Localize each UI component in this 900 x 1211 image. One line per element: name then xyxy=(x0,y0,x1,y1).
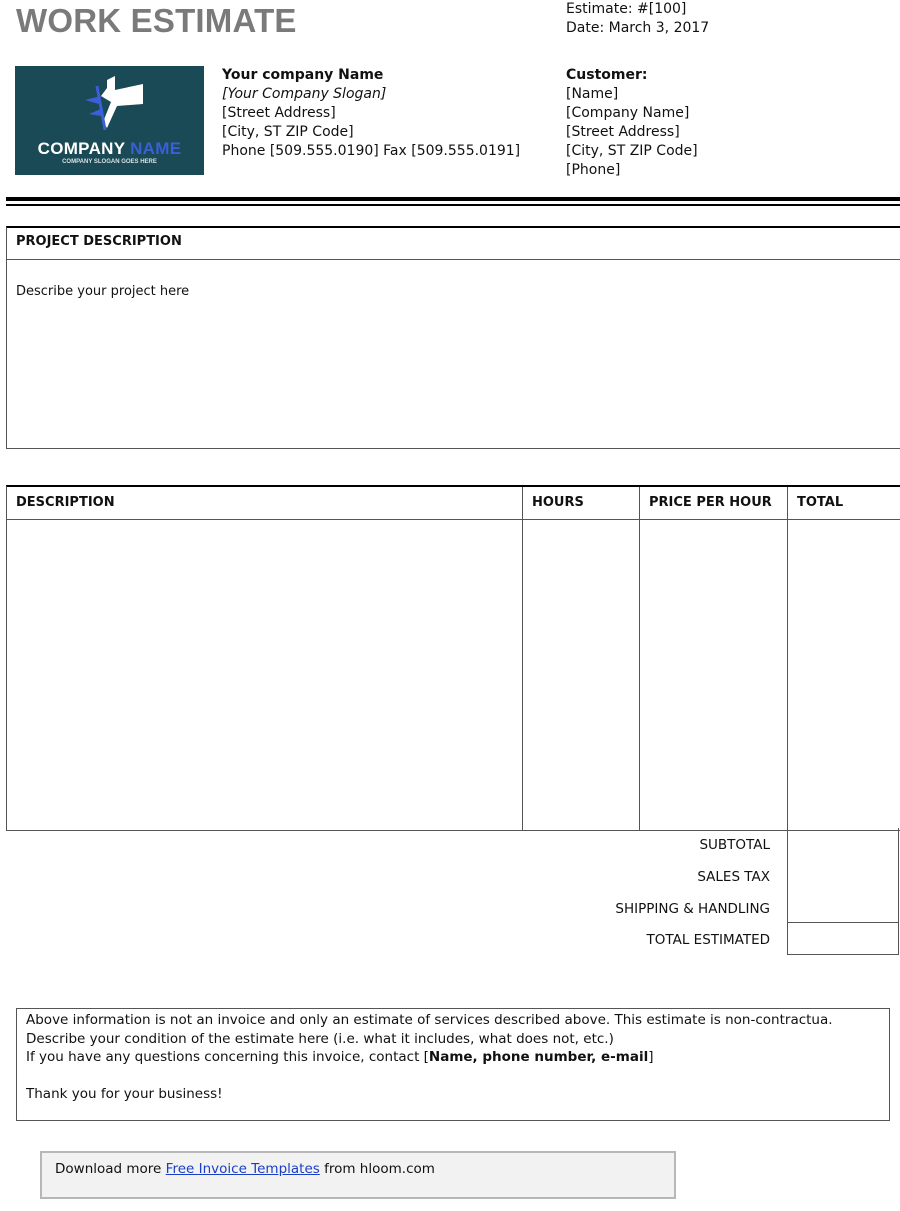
footer-prefix: Download more xyxy=(55,1161,166,1177)
total-estimated-label: TOTAL ESTIMATED xyxy=(646,932,770,948)
logo-wordmark xyxy=(15,139,204,159)
subtotal-label: SUBTOTAL xyxy=(699,837,770,853)
customer-phone: [Phone] xyxy=(566,162,621,178)
column-divider xyxy=(787,487,788,830)
logo-slogan: COMPANY SLOGAN GOES HERE xyxy=(62,159,157,165)
company-phone-fax: Phone [509.555.0190] Fax [509.555.0191] xyxy=(222,143,521,159)
items-table-header xyxy=(7,487,900,520)
company-slogan: [Your Company Slogan] xyxy=(222,86,387,102)
project-description-text[interactable]: Describe your project here xyxy=(16,284,190,299)
sales-tax-label: SALES TAX xyxy=(697,869,770,885)
company-info xyxy=(222,66,520,161)
column-divider xyxy=(639,487,640,830)
footer-banner xyxy=(40,1151,676,1199)
document-title: WORK ESTIMATE xyxy=(16,2,297,39)
customer-street: [Street Address] xyxy=(566,124,680,140)
customer-name: [Name] xyxy=(566,86,619,102)
column-divider xyxy=(522,487,523,830)
logo-word-company: COMPANY xyxy=(37,139,126,158)
totals-divider xyxy=(788,922,898,923)
notes-line-disclaimer: Above information is not an invoice and only an estimate of services described above. This estimate is non-contractua. xyxy=(26,1012,833,1028)
items-table xyxy=(6,485,900,831)
customer-label: Customer: xyxy=(566,67,648,83)
contact-prefix: If you have any questions concerning this invoice, contact [ xyxy=(26,1049,429,1065)
customer-info xyxy=(566,66,698,180)
column-header-total: TOTAL xyxy=(797,495,844,510)
company-street: [Street Address] xyxy=(222,105,336,121)
contact-suffix: ] xyxy=(648,1049,654,1065)
contact-details: Name, phone number, e-mail xyxy=(428,1049,649,1065)
estimate-date: Date: March 3, 2017 xyxy=(566,20,710,36)
notes-spacer xyxy=(26,1067,889,1086)
estimate-number: Estimate: #[100] xyxy=(566,1,687,17)
shipping-label: SHIPPING & HANDLING xyxy=(615,901,770,917)
project-description-box xyxy=(6,226,900,449)
column-header-hours: HOURS xyxy=(532,495,584,510)
footer-suffix: from hloom.com xyxy=(319,1161,435,1177)
column-header-description: DESCRIPTION xyxy=(16,495,115,510)
header-divider-thick xyxy=(6,197,900,201)
company-city: [City, ST ZIP Code] xyxy=(222,124,354,140)
customer-city: [City, ST ZIP Code] xyxy=(566,143,698,159)
notes-line-contact xyxy=(26,1048,889,1067)
company-name: Your company Name xyxy=(222,67,384,83)
company-logo xyxy=(15,66,204,175)
customer-company: [Company Name] xyxy=(566,105,690,121)
header-divider-thin xyxy=(6,204,900,206)
logo-word-name: NAME xyxy=(130,139,182,158)
notes-line-conditions: Describe your condition of the estimate here (i.e. what it includes, what does not, etc.) xyxy=(26,1030,614,1047)
project-description-heading: PROJECT DESCRIPTION xyxy=(7,228,900,260)
notes-thanks: Thank you for your business! xyxy=(26,1086,223,1102)
totals-column xyxy=(787,828,899,955)
column-header-price-per-hour: PRICE PER HOUR xyxy=(649,495,772,510)
estimate-meta xyxy=(566,0,709,38)
free-invoice-templates-link[interactable]: Free Invoice Templates xyxy=(165,1161,320,1177)
notes-box xyxy=(16,1008,890,1121)
